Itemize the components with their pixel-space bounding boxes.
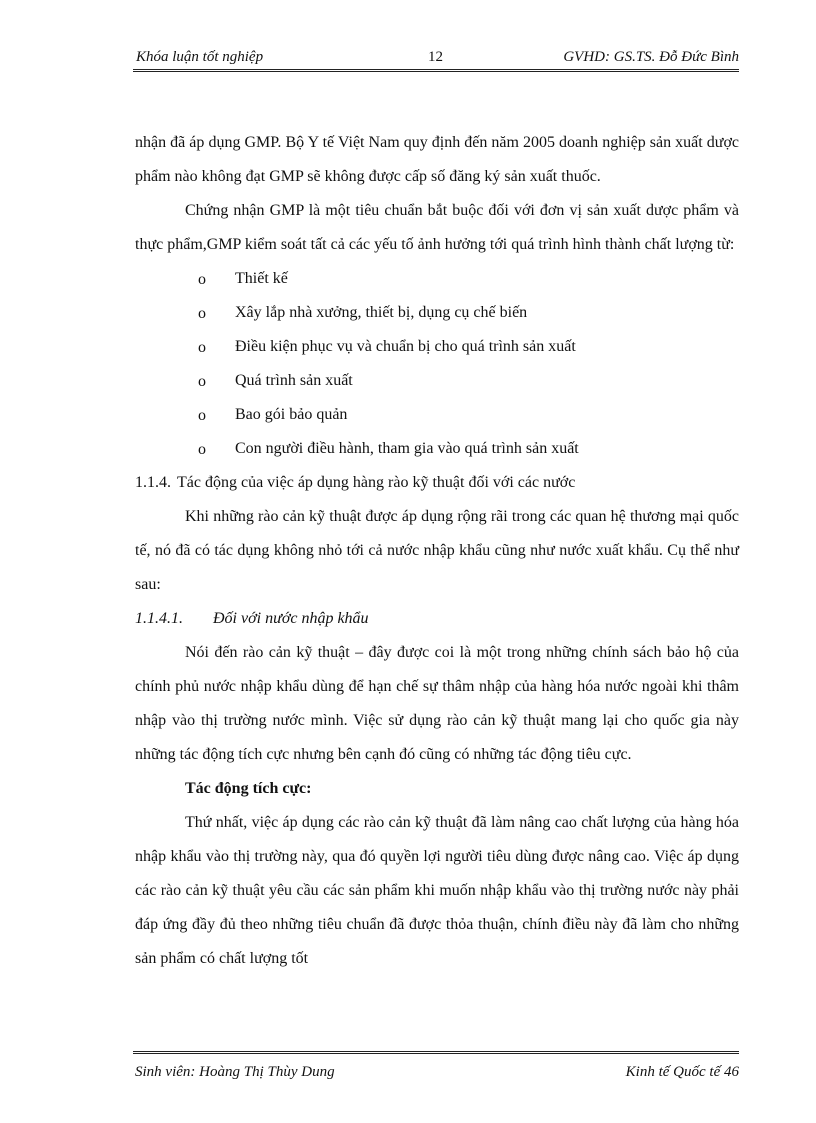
list-item bbox=[135, 262, 739, 296]
header-advisor: GVHD: GS.TS. Đỗ Đức Bình bbox=[563, 49, 739, 65]
section-title: Tác động của việc áp dụng hàng rào kỹ thuật đối với các nước bbox=[177, 474, 576, 491]
bullet-marker: o bbox=[198, 339, 206, 356]
list-item bbox=[135, 296, 739, 330]
page-header bbox=[133, 47, 739, 72]
page-footer bbox=[133, 1051, 739, 1084]
paragraph-2: Chứng nhận GMP là một tiêu chuẩn bắt buộc đối với đơn vị sản xuất dược phẩm và thực phẩm,GMP kiểm soát tất cả các yếu tố ảnh hưởng tới quá trình hình thành chất lượng từ: bbox=[135, 202, 739, 253]
list-item bbox=[135, 398, 739, 432]
paragraph-3: Khi những rào cản kỹ thuật được áp dụng rộng rãi trong các quan hệ thương mại quốc tế, nó đã có tác dụng không nhỏ tới cả nước nhập khẩu cũng như nước xuất khẩu. Cụ thể như sau: bbox=[135, 508, 739, 593]
list-item-text: Điều kiện phục vụ và chuẩn bị cho quá trình sản xuất bbox=[235, 338, 576, 355]
bullet-marker: o bbox=[198, 271, 206, 288]
section-number: 1.1.4. bbox=[135, 474, 171, 491]
bold-heading: Tác động tích cực: bbox=[185, 780, 312, 797]
bullet-list bbox=[135, 262, 739, 466]
bullet-marker: o bbox=[198, 373, 206, 390]
footer-class: Kinh tế Quốc tế 46 bbox=[625, 1064, 739, 1080]
bullet-marker: o bbox=[198, 441, 206, 458]
subsection-title: Đối với nước nhập khẩu bbox=[213, 610, 369, 627]
list-item bbox=[135, 364, 739, 398]
header-thesis-label: Khóa luận tốt nghiệp bbox=[136, 49, 264, 65]
section-heading bbox=[135, 466, 739, 500]
list-item bbox=[135, 432, 739, 466]
paragraph-1: nhận đã áp dụng GMP. Bộ Y tế Việt Nam quy định đến năm 2005 doanh nghiệp sản xuất dược phẩm nào không đạt GMP sẽ không được cấp số đăng ký sản xuất thuốc. bbox=[135, 134, 739, 185]
list-item bbox=[135, 330, 739, 364]
page-number: 12 bbox=[428, 49, 443, 65]
page-body bbox=[135, 126, 739, 976]
list-item-text: Xây lắp nhà xưởng, thiết bị, dụng cụ chế biến bbox=[235, 304, 528, 321]
bullet-marker: o bbox=[198, 407, 206, 424]
list-item-text: Con người điều hành, tham gia vào quá trình sản xuất bbox=[235, 440, 579, 457]
subsection-number: 1.1.4.1. bbox=[135, 610, 183, 627]
subsection-heading bbox=[135, 602, 739, 636]
footer-student: Sinh viên: Hoàng Thị Thùy Dung bbox=[135, 1064, 335, 1080]
paragraph-4: Nói đến rào cản kỹ thuật – đây được coi là một trong những chính sách bảo hộ của chính phủ nước nhập khẩu dùng để hạn chế sự thâm nhập của hàng hóa nước ngoài khi thâm nhập vào thị trường nước mình. Việc sử dụng rào cản kỹ thuật mang lại cho quốc gia này những tác động tích cực nhưng bên cạnh đó cũng có những tác động tiêu cực. bbox=[135, 644, 739, 763]
list-item-text: Quá trình sản xuất bbox=[235, 372, 353, 389]
bullet-marker: o bbox=[198, 305, 206, 322]
paragraph-5: Thứ nhất, việc áp dụng các rào cản kỹ thuật đã làm nâng cao chất lượng của hàng hóa nhập khẩu vào thị trường này, qua đó quyền lợi người tiêu dùng được nâng cao. Việc áp dụng các rào cản kỹ thuật yêu cầu các sản phẩm khi muốn nhập khẩu vào thị trường nước này phải đáp ứng đầy đủ theo những tiêu chuẩn đã được thỏa thuận, chính điều này đã làm cho những sản phẩm có chất lượng tốt bbox=[135, 814, 739, 967]
list-item-text: Bao gói bảo quản bbox=[235, 406, 348, 423]
list-item-text: Thiết kế bbox=[235, 270, 288, 287]
